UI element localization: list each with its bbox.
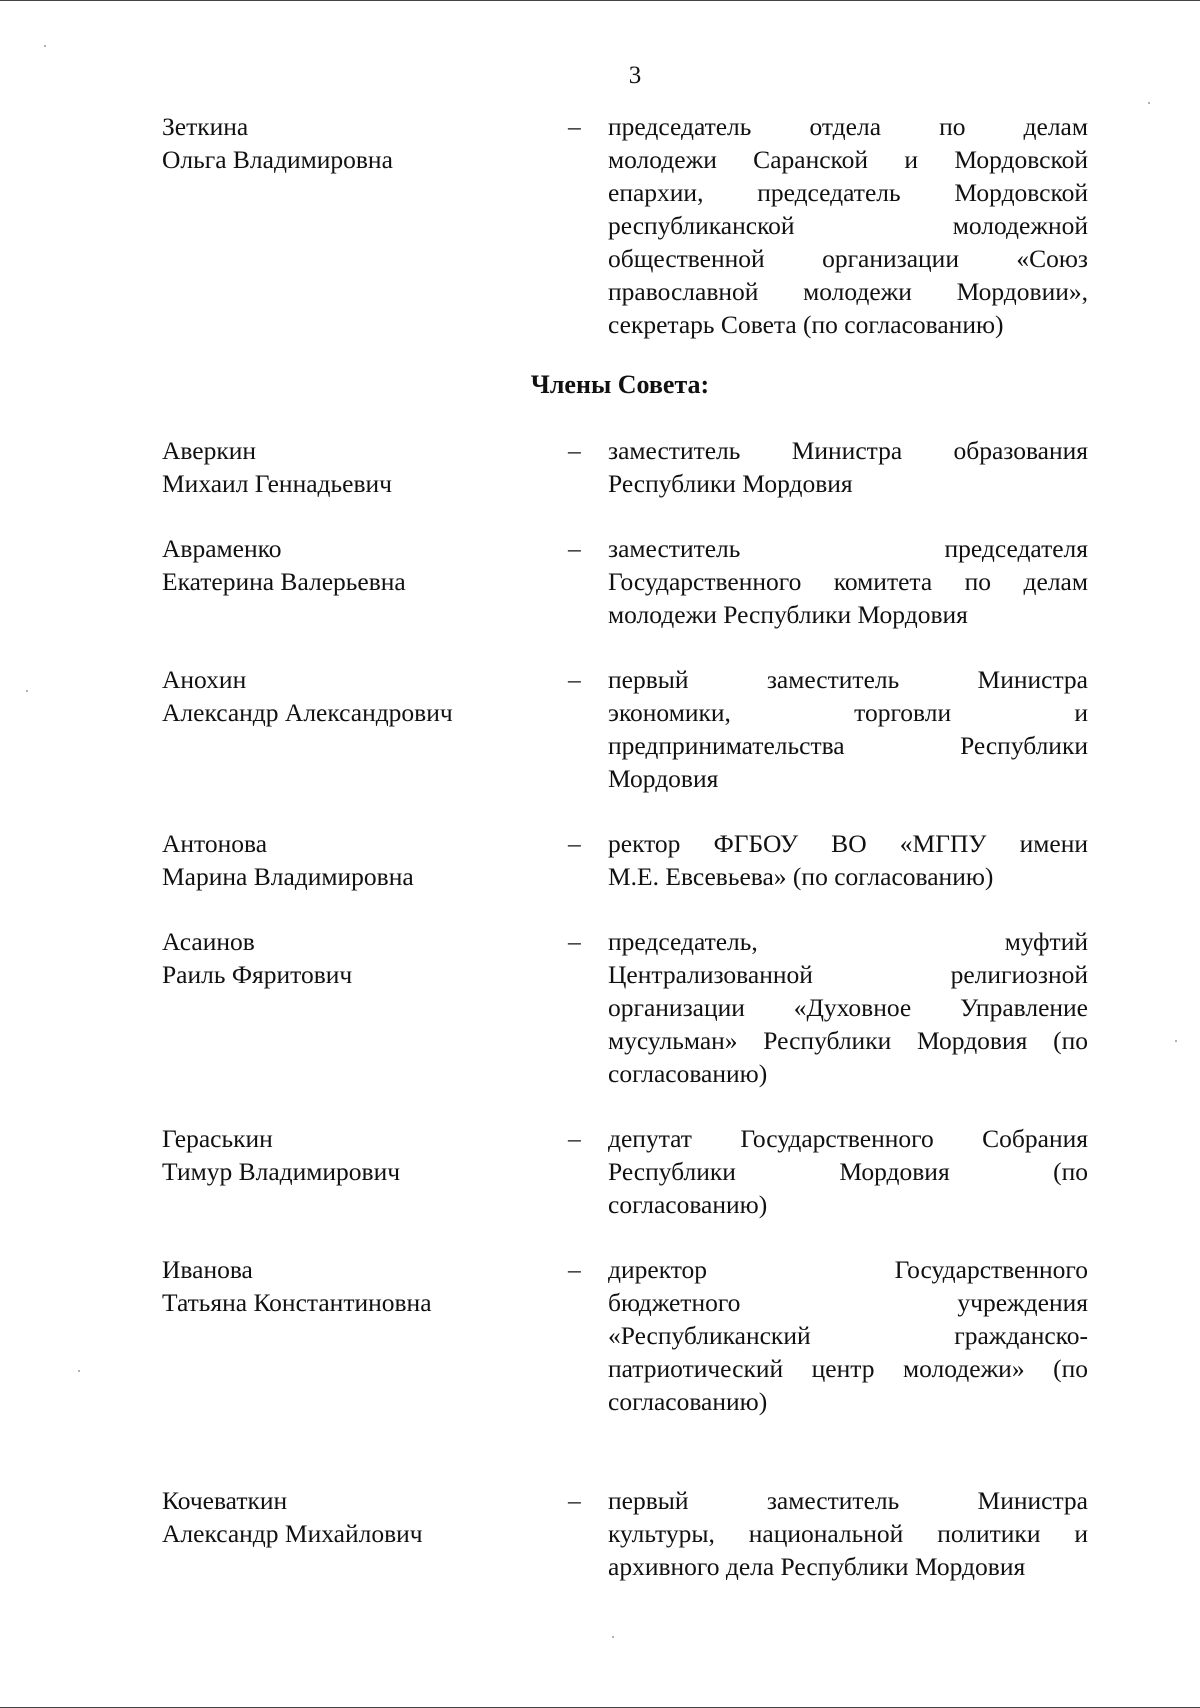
- position-line: председатель отдела по делам: [608, 112, 1088, 141]
- member-position: [608, 434, 1088, 500]
- member-name: [162, 663, 542, 729]
- position-line: Государственного комитета по делам: [608, 567, 1088, 596]
- given-names: Михаил Геннадьевич: [162, 469, 392, 498]
- position-line: организации «Духовное Управление: [608, 993, 1088, 1022]
- position-line: заместитель председателя: [608, 534, 1088, 563]
- position-line: Централизованной религиозной: [608, 960, 1088, 989]
- member-name: [162, 1484, 542, 1550]
- position-line: первый заместитель Министра: [608, 665, 1088, 694]
- dash: –: [568, 927, 581, 956]
- position-line: согласованию): [608, 1387, 768, 1416]
- position-line: экономики, торговли и: [608, 698, 1088, 727]
- position-line: депутат Государственного Собрания: [608, 1124, 1088, 1153]
- position-line: согласованию): [608, 1059, 768, 1088]
- dash: –: [568, 1486, 581, 1515]
- scan-speck: [612, 1636, 614, 1638]
- scan-speck: [1148, 102, 1150, 104]
- position-line: Республики Мордовия: [608, 469, 853, 498]
- given-names: Раиль Фяритович: [162, 960, 353, 989]
- surname: Гераськин: [162, 1124, 273, 1153]
- secretary-name: [162, 110, 542, 176]
- member-name: [162, 827, 542, 893]
- dash: –: [568, 534, 581, 563]
- position-line: епархии, председатель Мордовской: [608, 178, 1088, 207]
- dash: –: [568, 1124, 581, 1153]
- scan-speck: [78, 1370, 80, 1372]
- dash: –: [568, 829, 581, 858]
- top-scan-edge: [0, 0, 1200, 1]
- position-line: секретарь Совета (по согласованию): [608, 310, 1004, 339]
- position-line: республиканской молодежной: [608, 211, 1088, 240]
- dash: –: [568, 436, 581, 465]
- position-line: согласованию): [608, 1190, 768, 1219]
- position-line: директор Государственного: [608, 1255, 1088, 1284]
- position-line: молодежи Саранской и Мордовской: [608, 145, 1088, 174]
- given-names: Ольга Владимировна: [162, 145, 393, 174]
- member-name: [162, 925, 542, 991]
- position-line: культуры, национальной политики и: [608, 1519, 1088, 1548]
- member-position: [608, 827, 1088, 893]
- member-position: [608, 532, 1088, 631]
- member-position: [608, 1122, 1088, 1221]
- given-names: Марина Владимировна: [162, 862, 414, 891]
- position-line: М.Е. Евсевьева» (по согласованию): [608, 862, 994, 891]
- given-names: Александр Михайлович: [162, 1519, 423, 1548]
- surname: Кочеваткин: [162, 1486, 288, 1515]
- dash: –: [568, 1255, 581, 1284]
- member-name: [162, 1253, 542, 1319]
- position-line: патриотический центр молодежи» (по: [608, 1354, 1088, 1383]
- surname: Аверкин: [162, 436, 257, 465]
- secretary-position: [608, 110, 1088, 341]
- member-name: [162, 434, 542, 500]
- surname: Антонова: [162, 829, 268, 858]
- surname: Асаинов: [162, 927, 255, 956]
- surname: Анохин: [162, 665, 247, 694]
- given-names: Татьяна Константиновна: [162, 1288, 432, 1317]
- scan-speck: [26, 690, 28, 692]
- section-heading: Члены Совета:: [530, 370, 710, 399]
- position-line: ректор ФГБОУ ВО «МГПУ имени: [608, 829, 1088, 858]
- position-line: Мордовия: [608, 764, 719, 793]
- scan-speck: [1175, 1040, 1177, 1042]
- member-name: [162, 1122, 542, 1188]
- position-line: первый заместитель Министра: [608, 1486, 1088, 1515]
- surname: Авраменко: [162, 534, 282, 563]
- dash: –: [568, 112, 581, 141]
- given-names: Тимур Владимирович: [162, 1157, 401, 1186]
- position-line: предпринимательства Республики: [608, 731, 1088, 760]
- scan-speck: [44, 45, 46, 47]
- surname: Зеткина: [162, 112, 249, 141]
- surname: Иванова: [162, 1255, 253, 1284]
- position-line: заместитель Министра образования: [608, 436, 1088, 465]
- position-line: председатель, муфтий: [608, 927, 1088, 956]
- member-position: [608, 925, 1088, 1090]
- member-name: [162, 532, 542, 598]
- position-line: бюджетного учреждения: [608, 1288, 1088, 1317]
- position-line: общественной организации «Союз: [608, 244, 1088, 273]
- position-line: «Республиканский гражданско-: [608, 1321, 1088, 1350]
- member-position: [608, 1253, 1088, 1418]
- position-line: православной молодежи Мордовии»,: [608, 277, 1088, 306]
- member-position: [608, 1484, 1088, 1583]
- page-number: 3: [628, 62, 642, 89]
- dash: –: [568, 665, 581, 694]
- given-names: Александр Александрович: [162, 698, 453, 727]
- position-line: Республики Мордовия (по: [608, 1157, 1088, 1186]
- member-position: [608, 663, 1088, 795]
- given-names: Екатерина Валерьевна: [162, 567, 406, 596]
- position-line: архивного дела Республики Мордовия: [608, 1552, 1026, 1581]
- position-line: молодежи Республики Мордовия: [608, 600, 968, 629]
- position-line: мусульман» Республики Мордовия (по: [608, 1026, 1088, 1055]
